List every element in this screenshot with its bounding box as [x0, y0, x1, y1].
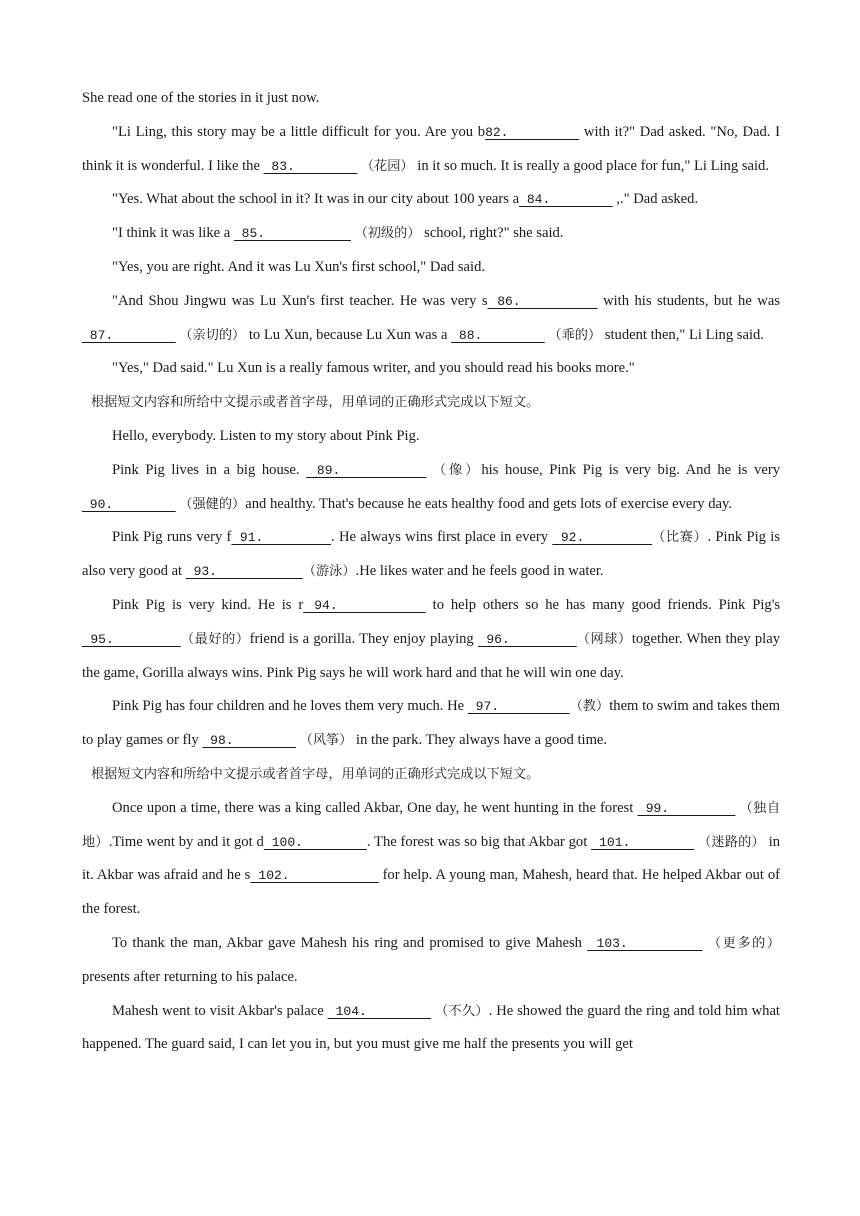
answer-blank: 97.: [467, 699, 570, 715]
answer-blank: 87.: [82, 327, 176, 343]
chinese-hint: （风筝）: [299, 733, 353, 749]
chinese-hint: （强健的）: [179, 496, 246, 512]
answer-blank: 98.: [202, 733, 296, 749]
answer-blank: 94.: [303, 597, 426, 613]
text-run: Hello, everybody. Listen to my story about Pink Pig.: [112, 427, 420, 444]
answer-blank: 90.: [82, 496, 176, 512]
chinese-hint: （最好的）: [180, 631, 250, 647]
chinese-hint: 根据短文内容和所给中文提示或者首字母，用单词的正确形式完成以下短文。: [91, 766, 540, 782]
text-run: in it. Akbar was afraid and he s: [82, 833, 781, 884]
chinese-hint: （更多的）: [707, 935, 781, 951]
text-run: student then," Li Ling said.: [601, 326, 764, 343]
chinese-hint: （教）: [569, 699, 610, 715]
answer-blank: 89.: [306, 462, 427, 478]
paragraph: [82, 183, 780, 217]
text-run: Pink Pig is very kind. He is r: [112, 596, 304, 613]
answer-blank: 84.: [519, 192, 613, 208]
text-run: "Yes," Dad said." Lu Xun is a really famous writer, and you should read his books more.": [112, 360, 635, 377]
text-run: to Lu Xun, because Lu Xun was a: [245, 326, 452, 343]
text-run: "Li Ling, this story may be a little difficult for you. Are you b: [112, 123, 486, 140]
paragraph: [82, 690, 780, 758]
paragraph: [82, 521, 780, 589]
text-run: "And Shou Jingwu was Lu Xun's first teacher. He was very s: [112, 292, 488, 309]
answer-blank: 101.: [591, 834, 695, 850]
paragraph: [82, 116, 780, 184]
text-run: Once upon a time, there was a king called Akbar, One day, he went hunting in the forest: [112, 799, 638, 816]
text-run: . The forest was so big that Akbar got: [366, 833, 592, 850]
paragraph: [82, 420, 780, 454]
text-run: Mahesh went to visit Akbar's palace: [112, 1002, 328, 1019]
answer-blank: 99.: [637, 800, 736, 816]
answer-blank: 88.: [451, 327, 545, 343]
answer-blank: 102.: [250, 868, 379, 884]
chinese-hint: （不久）: [435, 1003, 489, 1019]
paragraph: [82, 927, 780, 995]
text-run: . Pink Pig is also very good at: [82, 529, 780, 580]
chinese-hint: （比赛）: [652, 530, 708, 546]
text-run: .Time went by and it got d: [108, 833, 264, 850]
answer-blank: 86.: [487, 293, 598, 309]
paragraph: [82, 454, 780, 522]
text-run: She read one of the stories in it just now.: [82, 90, 320, 106]
instruction-line: [82, 386, 780, 420]
text-run: to help others so he has many good friends. Pink Pig's: [425, 596, 780, 613]
chinese-hint: （迷路的）: [698, 834, 765, 850]
paragraph: [82, 82, 780, 116]
answer-blank: 96.: [477, 631, 577, 647]
answer-blank: 92.: [552, 530, 653, 546]
instruction-line: [82, 758, 780, 792]
paragraph: [82, 995, 780, 1063]
text-run: . He showed the guard the ring and told him what happened. The guard said, I can let you in, but you must give me half the presents you will get: [82, 1002, 780, 1053]
paragraph: [82, 792, 780, 927]
paragraph: [82, 352, 780, 386]
paragraph: [82, 251, 780, 285]
text-run: for help. A young man, Mahesh, heard that. He helped Akbar out of the forest.: [82, 867, 780, 918]
chinese-hint: （像）: [432, 462, 482, 478]
paragraph: [82, 589, 780, 690]
answer-blank: 95.: [82, 631, 181, 647]
answer-blank: 91.: [231, 530, 332, 546]
text-run: and healthy. That's because he eats healthy food and gets lots of exercise every day.: [245, 495, 732, 512]
text-run: friend is a gorilla. They enjoy playing: [249, 630, 478, 647]
text-run: with his students, but he was: [597, 292, 780, 309]
answer-blank: 100.: [263, 834, 367, 850]
answer-blank: 104.: [327, 1003, 432, 1019]
chinese-hint: 根据短文内容和所给中文提示或者首字母，用单词的正确形式完成以下短文。: [91, 395, 540, 411]
text-run: "Yes. What about the school in it? It was in our city about 100 years a: [112, 191, 520, 208]
answer-blank: 82.: [485, 124, 580, 140]
text-run: Pink Pig lives in a big house.: [112, 461, 307, 478]
text-run: ,." Dad asked.: [612, 191, 699, 208]
text-run: "Yes, you are right. And it was Lu Xun's first school," Dad said.: [112, 258, 486, 275]
answer-blank: 93.: [185, 564, 303, 580]
text-run: Pink Pig has four children and he loves them very much. He: [112, 698, 468, 715]
text-run: school, right?" she said.: [420, 225, 564, 242]
text-run: in it so much. It is really a good place for fun," Li Ling said.: [413, 157, 769, 174]
chinese-hint: （乖的）: [548, 327, 602, 343]
answer-blank: 85.: [233, 226, 351, 242]
chinese-hint: （游泳）: [302, 564, 356, 580]
chinese-hint: （花园）: [360, 158, 414, 174]
document-page: [82, 82, 780, 1062]
text-run: his house, Pink Pig is very big. And he is very: [481, 461, 781, 478]
text-run: them to swim and takes them to play games or fly: [82, 698, 781, 749]
chinese-hint: （网球）: [576, 631, 632, 647]
answer-blank: 103.: [587, 935, 703, 951]
paragraph: [82, 285, 780, 353]
text-run: with it?" Dad asked. "No, Dad. I think it is wonderful. I like the: [82, 123, 781, 174]
chinese-hint: （独自地）: [82, 800, 781, 850]
text-run: .He likes water and he feels good in water.: [355, 563, 604, 580]
text-run: . He always wins first place in every: [331, 529, 553, 546]
text-run: Pink Pig runs very f: [112, 529, 232, 546]
text-run: in the park. They always have a good time.: [352, 732, 608, 749]
text-run: "I think it was like a: [112, 225, 234, 242]
text-run: presents after returning to his palace.: [82, 968, 298, 985]
text-run: together. When they play the game, Gorilla always wins. Pink Pig says he will work hard and that he will win one day.: [82, 630, 780, 681]
chinese-hint: （初级的）: [354, 226, 421, 242]
text-run: [426, 462, 433, 478]
answer-blank: 83.: [263, 158, 358, 174]
paragraph: [82, 217, 780, 251]
chinese-hint: （亲切的）: [179, 327, 246, 343]
text-run: To thank the man, Akbar gave Mahesh his ring and promised to give Mahesh: [112, 934, 588, 951]
